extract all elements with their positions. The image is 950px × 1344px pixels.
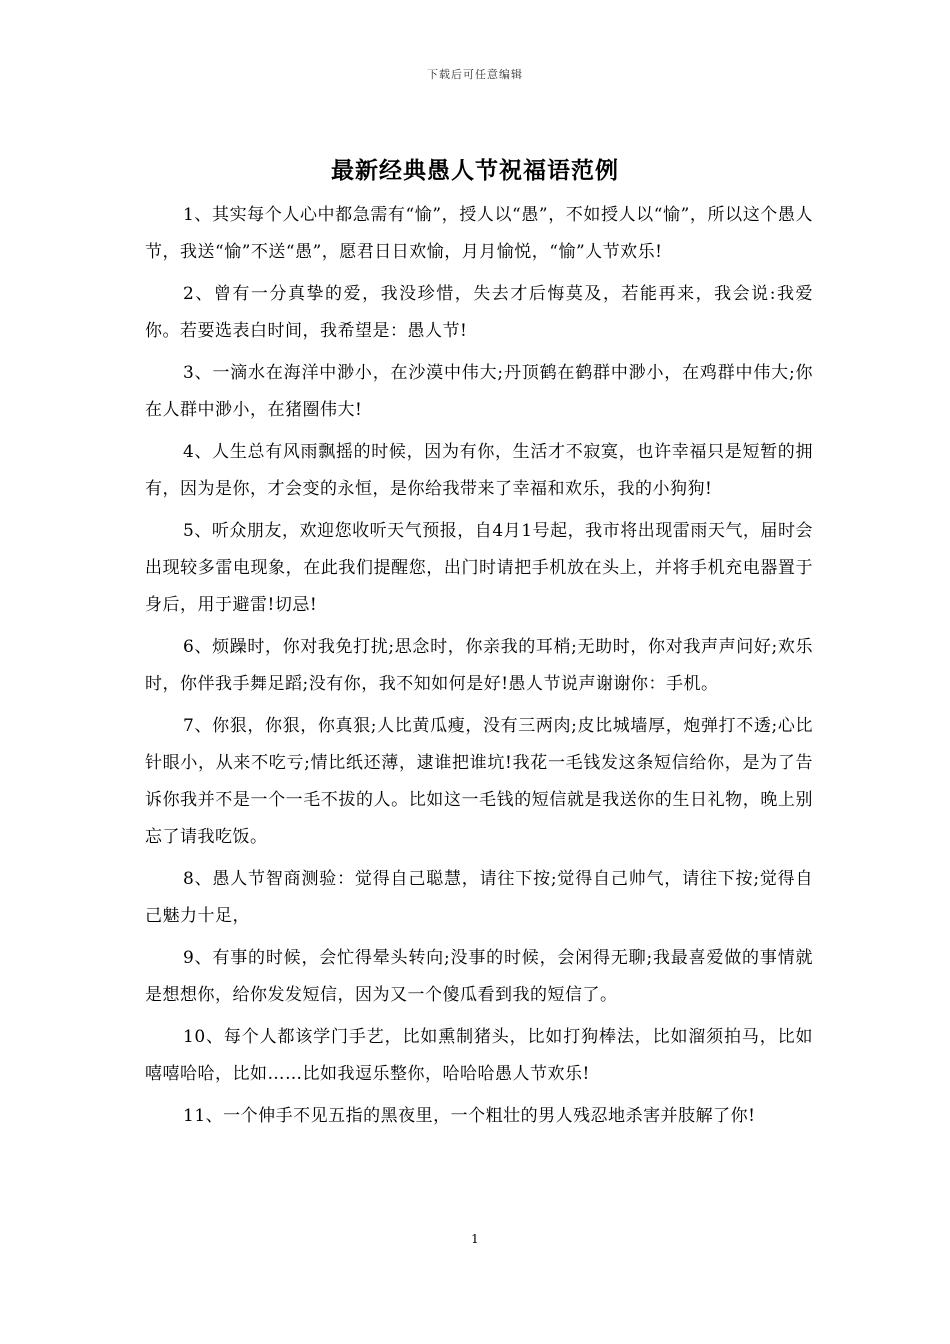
paragraph-10: 10、每个人都该学门手艺，比如熏制猪头，比如打狗棒法，比如溜须拍马，比如嘻嘻哈哈，比如……比如我逗乐整你，哈哈哈愚人节欢乐! [145, 1027, 813, 1084]
paragraph-9: 9、有事的时候，会忙得晕头转向;没事的时候，会闲得无聊;我最喜爱做的事情就是想想你，给你发发短信，因为又一个傻瓜看到我的短信了。 [145, 948, 813, 1005]
paragraph-5: 5、听众朋友，欢迎您收听天气预报，自4月1号起，我市将出现雷雨天气，届时会出现较多雷电现象，在此我们提醒您，出门时请把手机放在头上，并将手机充电器置于身后，用于避雷!切忌! [145, 521, 813, 615]
paragraph-11: 11、一个伸手不见五指的黑夜里，一个粗壮的男人残忍地杀害并肢解了你! [183, 1106, 756, 1126]
paragraph-3: 3、一滴水在海洋中渺小，在沙漠中伟大;丹顶鹤在鹤群中渺小，在鸡群中伟大;你在人群中渺小，在猪圈伟大! [145, 363, 813, 420]
header-note: 下载后可任意编辑 [427, 68, 523, 81]
paragraph-1: 1、其实每个人心中都急需有“愉”，授人以“愚”，不如授人以“愉”，所以这个愚人节，我送“愉”不送“愚”，愿君日日欢愉，月月愉悦，“愉”人节欢乐! [145, 205, 813, 262]
paragraph-8: 8、愚人节智商测验：觉得自己聪慧，请往下按;觉得自己帅气，请往下按;觉得自己魅力十足， [145, 869, 813, 926]
document-title: 最新经典愚人节祝福语范例 [331, 157, 619, 184]
document-body [145, 197, 813, 1140]
paragraph-4: 4、人生总有风雨飘摇的时候，因为有你，生活才不寂寞，也许幸福只是短暂的拥有，因为是你，才会变的永恒，是你给我带来了幸福和欢乐，我的小狗狗! [145, 442, 813, 499]
paragraph-6: 6、烦躁时，你对我免打扰;思念时，你亲我的耳梢;无助时，你对我声声问好;欢乐时，你伴我手舞足蹈;没有你，我不知如何是好!愚人节说声谢谢你：手机。 [145, 637, 813, 694]
paragraph-2: 2、曾有一分真挚的爱，我没珍惜，失去才后悔莫及，若能再来，我会说:我爱你。若要选表白时间，我希望是：愚人节! [145, 284, 813, 341]
page-number: 1 [471, 1232, 479, 1246]
paragraph-7: 7、你狠，你狠，你真狠;人比黄瓜瘦，没有三两肉;皮比城墙厚，炮弹打不透;心比针眼小，从来不吃亏;情比纸还薄，逮谁把谁坑!我花一毛钱发这条短信给你，是为了告诉你我并不是一个一毛不拔的人。比如这一毛钱的短信就是我送你的生日礼物，晚上别忘了请我吃饭。 [145, 716, 813, 847]
